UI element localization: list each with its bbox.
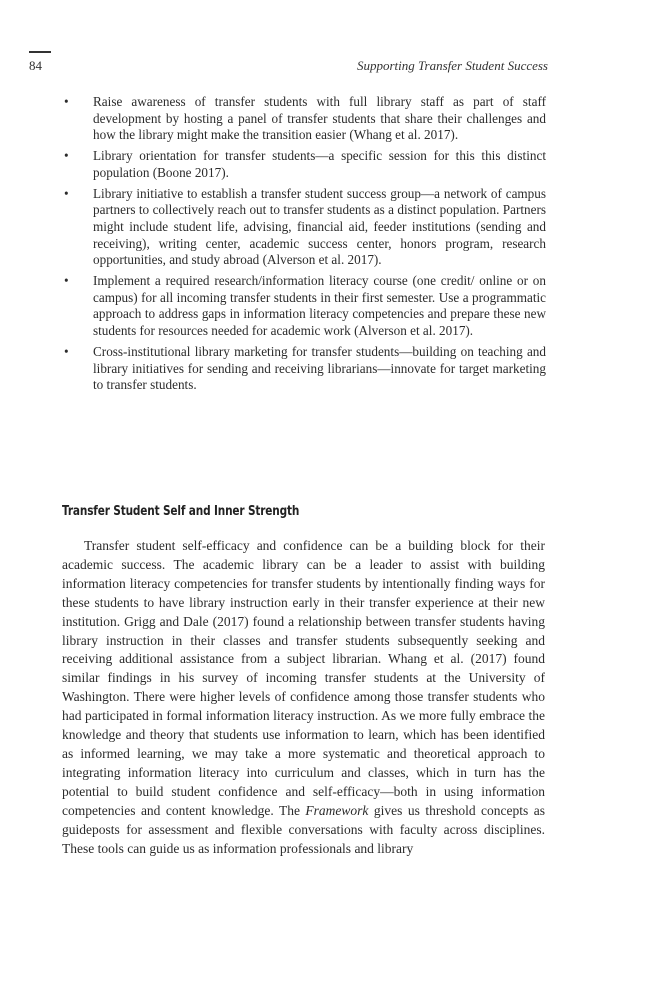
bullet-icon: • — [64, 273, 69, 289]
bullet-icon: • — [64, 185, 69, 201]
running-title: Supporting Transfer Student Success — [356, 58, 548, 73]
bullet-icon: • — [64, 343, 69, 359]
bullet-icon: • — [64, 94, 69, 109]
bullet-text: Cross-institutional library marketing for transfer students—building on teaching and library initiatives for sending and receiving librarians—innovate for target marketing to transfer students. — [93, 343, 546, 393]
bullet-text: Raise awareness of transfer students with full library staff as part of staff development by hosting a panel of transfer students that share their challenges and how the library might make the transition easier (Whang et al. 2017). — [93, 94, 546, 143]
bullet-item — [62, 344, 546, 394]
bullet-list — [62, 94, 546, 398]
bullet-item — [62, 94, 546, 144]
bullet-text: Implement a required research/information literacy course (one credit/ online or on campus) for all incoming transfer students in their first semester. Use a programmatic approach to address gaps in information literacy competencies and prepare these new students for resources needed for academic work (Alverson et al. 2017). — [93, 273, 546, 339]
header-rule — [29, 51, 51, 53]
bullet-text: Library orientation for transfer students—a specific session for this this distinct population (Boone 2017). — [93, 148, 546, 180]
paragraph-text: Transfer student self-efficacy and confidence can be a building block for their academic success. The academic library can be a leader to assist with building information literacy competencies for transfer students by intentionally finding ways for these students to have library instruction early in their transfer experience at their new institution. Grigg and Dale (2017) found a relationship between transfer students having library instruction in their classes and transfer students subsequently seeking and receiving additional assistance from a subject librarian. Whang et al. (2017) found similar findings in his survey of incoming transfer students at the University of Washington. There were higher levels of confidence among those transfer students who had participated in formal information literacy instruction. As we more fully embrace the knowledge and theory that students use information to learn, which has been identified as informed learning, we may take a more systematic and theoretical approach to integrating information literacy into curriculum and classes, which in turn has the potential to build student confidence and self-efficacy—both in using information competencies and content knowledge. The — [62, 538, 545, 818]
italic-term: Framework — [305, 802, 369, 818]
paragraph-text-continued: gives us threshold concepts as guideposts for assessment and flexible conversations with faculty across disciplines. These tools can guide us as information professionals and library — [62, 802, 546, 856]
bullet-item — [62, 148, 546, 181]
bullet-text: Library initiative to establish a transfer student success group—a network of campus partners to collectively reach out to transfer students as a distinct population. Partners might include student life, advising, financial aid, feeder institutions (sending and receiving), writing center, academic success center, honors program, research opportunities, and study abroad (Alverson et al. 2017). — [93, 185, 546, 268]
bullet-item — [62, 186, 546, 270]
bullet-icon: • — [64, 148, 69, 164]
bullet-item — [62, 273, 546, 340]
body-paragraph — [62, 537, 545, 858]
page-number: 84 — [29, 58, 42, 73]
section-heading: Transfer Student Self and Inner Strength — [62, 503, 300, 519]
